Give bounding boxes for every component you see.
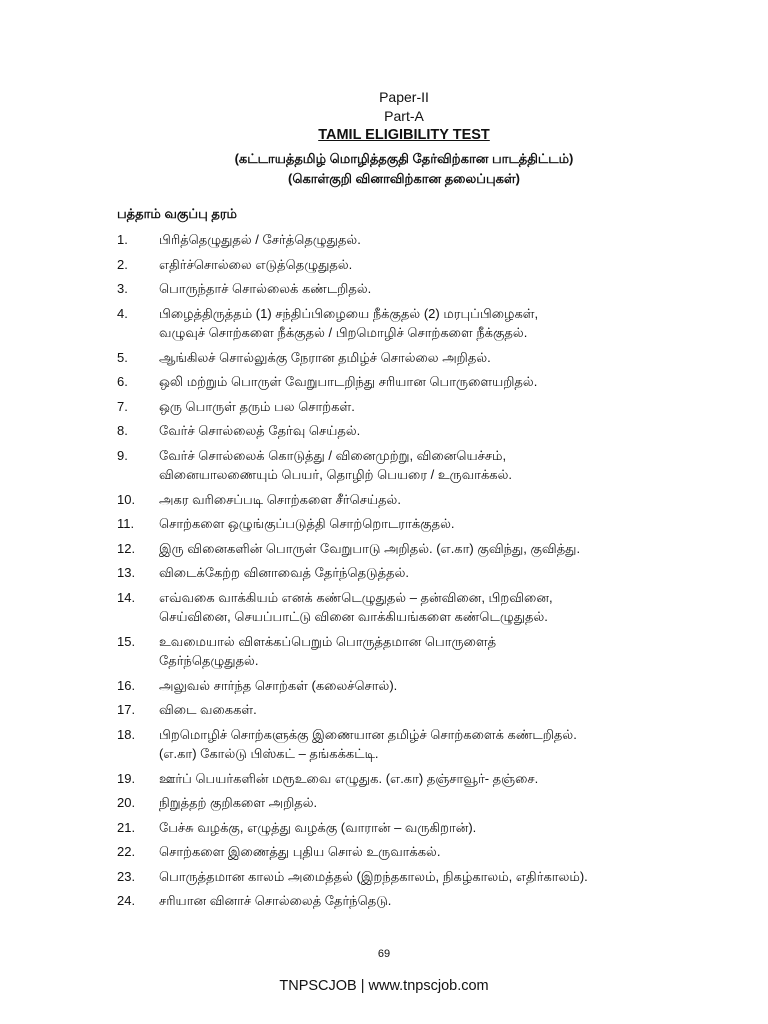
list-item-text xyxy=(159,700,677,720)
list-item xyxy=(117,588,677,627)
list-item-line: வினையாலணையும் பெயர், தொழிற் பெயரை / உருவாக்கல். xyxy=(159,467,512,482)
list-item xyxy=(117,230,677,250)
list-item-line: பிரித்தெழுதுதல் / சேர்த்தெழுதுதல். xyxy=(159,232,361,247)
list-item xyxy=(117,818,677,838)
list-item-number: 18. xyxy=(117,726,136,742)
list-item-line: வழுவுச் சொற்களை நீக்குதல் / பிறமொழிச் சொற்களை நீக்குதல். xyxy=(159,325,528,340)
list-item-text xyxy=(159,514,677,534)
list-item-number: 9. xyxy=(117,447,128,463)
list-item-number: 6. xyxy=(117,374,128,389)
list-item xyxy=(117,793,677,813)
list-item-text xyxy=(159,725,677,764)
list-item-number: 17. xyxy=(117,702,136,717)
list-item-number: 3. xyxy=(117,281,128,296)
page-number: 69 xyxy=(377,948,391,960)
list-item-line: ஊர்ப் பெயர்களின் மரூஉவை எழுதுக. (எ.கா) தஞ்சாவூர்- தஞ்சை. xyxy=(159,770,539,786)
list-item-number: 7. xyxy=(117,398,128,414)
list-item-text xyxy=(159,539,677,559)
list-item-text xyxy=(159,446,677,485)
list-item-line: வேர்ச் சொல்லைத் தேர்வு செய்தல். xyxy=(159,423,361,438)
list-item-number: 12. xyxy=(117,540,136,556)
list-item-number: 16. xyxy=(117,677,136,693)
list-item-text xyxy=(159,279,677,299)
list-item-line: பிழைத்திருத்தம் (1) சந்திப்பிழையை நீக்குதல் (2) மரபுப்பிழைகள், xyxy=(159,305,539,321)
list-item-text xyxy=(159,842,677,862)
list-item-line: பொருத்தமான காலம் அமைத்தல் (இறந்தகாலம், நிகழ்காலம், எதிர்காலம்). xyxy=(159,868,588,884)
list-item xyxy=(117,867,677,887)
list-item-text xyxy=(159,563,677,583)
list-item xyxy=(117,279,677,299)
list-item-text xyxy=(159,490,677,510)
list-item xyxy=(117,676,677,696)
list-item-text xyxy=(159,372,677,392)
list-item-line: ஒலி மற்றும் பொருள் வேறுபாடறிந்து சரியான பொருளையறிதல். xyxy=(159,374,538,389)
list-item-text xyxy=(159,818,677,838)
list-item-number: 20. xyxy=(117,795,136,810)
part-label: Part-A xyxy=(384,108,424,124)
list-item-number: 15. xyxy=(117,633,136,649)
list-item-line: சொற்களை இணைத்து புதிய சொல் உருவாக்கல். xyxy=(159,844,441,859)
list-item-number: 4. xyxy=(117,305,128,321)
list-item-line: அகர வரிசைப்படி சொற்களை சீர்செய்தல். xyxy=(159,491,401,507)
list-item-number: 24. xyxy=(117,893,136,908)
list-item-text xyxy=(159,348,677,368)
list-item-line: வேர்ச் சொல்லைக் கொடுத்து / வினைமுற்று, வினையெச்சம், xyxy=(159,447,507,463)
list-item-line: எதிர்ச்சொல்லை எடுத்தெழுதுதல். xyxy=(159,256,353,272)
list-item-line: நிறுத்தற் குறிகளை அறிதல். xyxy=(159,795,318,810)
list-item-line: அலுவல் சார்ந்த சொற்கள் (கலைச்சொல்). xyxy=(159,677,398,693)
list-item-line: தேர்ந்தெழுதுதல். xyxy=(159,653,259,668)
list-item-line: விடை வகைகள். xyxy=(159,702,257,717)
list-item xyxy=(117,563,677,583)
list-item-text xyxy=(159,421,677,441)
list-item xyxy=(117,446,677,485)
footer-text: TNPSCJOB | www.tnpscjob.com xyxy=(279,978,489,994)
list-item xyxy=(117,842,677,862)
list-item xyxy=(117,539,677,559)
list-item-text xyxy=(159,588,677,627)
page-subtitle: (கட்டாயத்தமிழ் மொழித்தகுதி தேர்விற்கான பாடத்திட்டம்) xyxy=(234,151,574,166)
list-item-text xyxy=(159,891,677,911)
list-item-text xyxy=(159,867,677,887)
list-item xyxy=(117,891,677,911)
list-item xyxy=(117,397,677,417)
list-item-text xyxy=(159,255,677,275)
list-item xyxy=(117,421,677,441)
list-item-number: 2. xyxy=(117,256,128,272)
list-item-line: விடைக்கேற்ற வினாவைத் தேர்ந்தெடுத்தல். xyxy=(159,565,409,580)
list-item xyxy=(117,700,677,720)
list-item-text xyxy=(159,230,677,250)
list-item xyxy=(117,348,677,368)
list-item xyxy=(117,632,677,671)
paper-label: Paper-II xyxy=(379,89,429,105)
list-item-line: ஒரு பொருள் தரும் பல சொற்கள். xyxy=(159,398,355,414)
list-item-number: 14. xyxy=(117,589,136,605)
list-item-text xyxy=(159,397,677,417)
list-item xyxy=(117,255,677,275)
list-item-number: 5. xyxy=(117,349,128,365)
list-item-number: 11. xyxy=(117,516,135,531)
list-item-line: சொற்களை ஒழுங்குப்படுத்தி சொற்றொடராக்குதல். xyxy=(159,516,455,531)
list-item-number: 10. xyxy=(117,491,136,507)
list-item-line: உவமையால் விளக்கப்பெறும் பொருத்தமான பொருளைத் xyxy=(159,633,497,649)
list-item-number: 21. xyxy=(117,819,136,835)
list-item-line: சரியான வினாச் சொல்லைத் தேர்ந்தெடு. xyxy=(159,893,392,908)
list-item xyxy=(117,725,677,764)
list-item-line: ஆங்கிலச் சொல்லுக்கு நேரான தமிழ்ச் சொல்லை அறிதல். xyxy=(159,349,491,365)
list-item-line: பொருந்தாச் சொல்லைக் கண்டறிதல். xyxy=(159,281,372,296)
list-item-line: (எ.கா) கோல்டு பிஸ்கட் – தங்கக்கட்டி. xyxy=(159,746,379,761)
list-item xyxy=(117,304,677,343)
list-item-line: இரு வினைகளின் பொருள் வேறுபாடு அறிதல். (எ.கா) குவிந்து, குவித்து. xyxy=(159,540,581,556)
list-item xyxy=(117,514,677,534)
list-item-number: 1. xyxy=(117,232,128,247)
list-item-line: செய்வினை, செயப்பாட்டு வினை வாக்கியங்களை கண்டெழுதுதல். xyxy=(159,609,548,624)
page-title: TAMIL ELIGIBILITY TEST xyxy=(318,127,490,143)
list-item-number: 19. xyxy=(117,770,136,786)
list-item-number: 23. xyxy=(117,868,136,884)
list-item-text xyxy=(159,676,677,696)
list-item-number: 13. xyxy=(117,565,136,580)
syllabus-list xyxy=(117,230,677,916)
list-item-text xyxy=(159,793,677,813)
list-item-line: பிறமொழிச் சொற்களுக்கு இணையான தமிழ்ச் சொற்களைக் கண்டறிதல். xyxy=(159,726,577,742)
list-item-text xyxy=(159,632,677,671)
list-item-number: 8. xyxy=(117,423,128,438)
list-item xyxy=(117,372,677,392)
list-item xyxy=(117,769,677,789)
list-item-text xyxy=(159,304,677,343)
section-heading: பத்தாம் வகுப்பு தரம் xyxy=(117,206,237,221)
list-item-line: பேச்சு வழக்கு, எழுத்து வழக்கு (வாரான் – வருகிறான்). xyxy=(159,819,477,835)
list-item-text xyxy=(159,769,677,789)
list-item-line: எவ்வகை வாக்கியம் எனக் கண்டெழுதுதல் – தன்வினை, பிறவினை, xyxy=(159,589,553,605)
list-item xyxy=(117,490,677,510)
list-item-number: 22. xyxy=(117,844,136,859)
page-subtitle-secondary: (கொள்குறி வினாவிற்கான தலைப்புகள்) xyxy=(288,171,520,186)
